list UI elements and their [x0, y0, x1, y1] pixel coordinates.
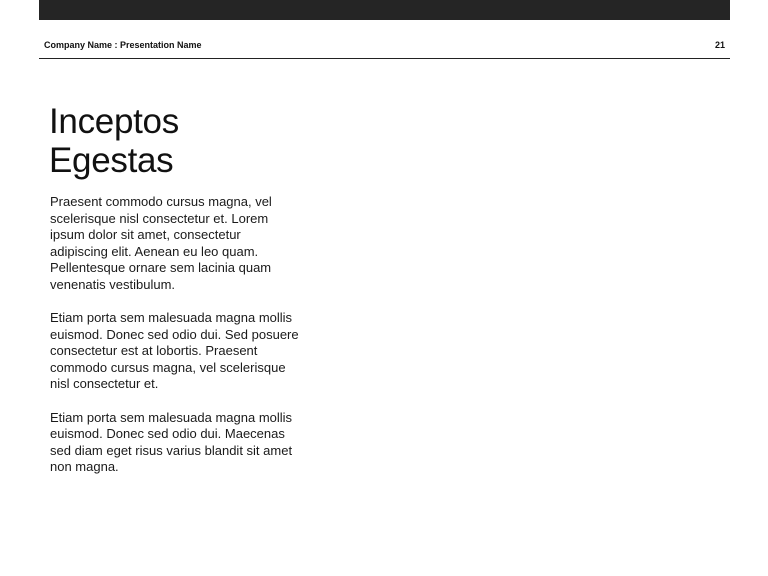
presentation-label: Company Name : Presentation Name [44, 40, 202, 50]
title-line-1: Inceptos [49, 102, 179, 141]
body-paragraph-1: Praesent commodo cursus magna, vel scelerisque nisl consectetur et. Lorem ipsum dolor sit amet, consectetur adipiscing elit. Aenean eu leo quam. Pellentesque ornare sem lacinia quam venenatis vestibulum. [50, 194, 272, 292]
slide-header [44, 38, 725, 52]
title-line-2: Egestas [49, 141, 174, 180]
body-paragraph-3: Etiam porta sem malesuada magna mollis euismod. Donec sed odio dui. Maecenas sed diam eget risus varius blandit sit amet non magna. [50, 409, 293, 474]
header-divider [39, 58, 730, 59]
slide-title [49, 102, 349, 180]
page-number: 21 [714, 40, 725, 50]
body-paragraph-2: Etiam porta sem malesuada magna mollis euismod. Donec sed odio dui. Sed posuere consectetur est at lobortis. Praesent commodo cursus magna, vel scelerisque nisl consectetur et. [50, 310, 299, 391]
top-bar [39, 0, 730, 20]
slide-body [50, 194, 300, 493]
